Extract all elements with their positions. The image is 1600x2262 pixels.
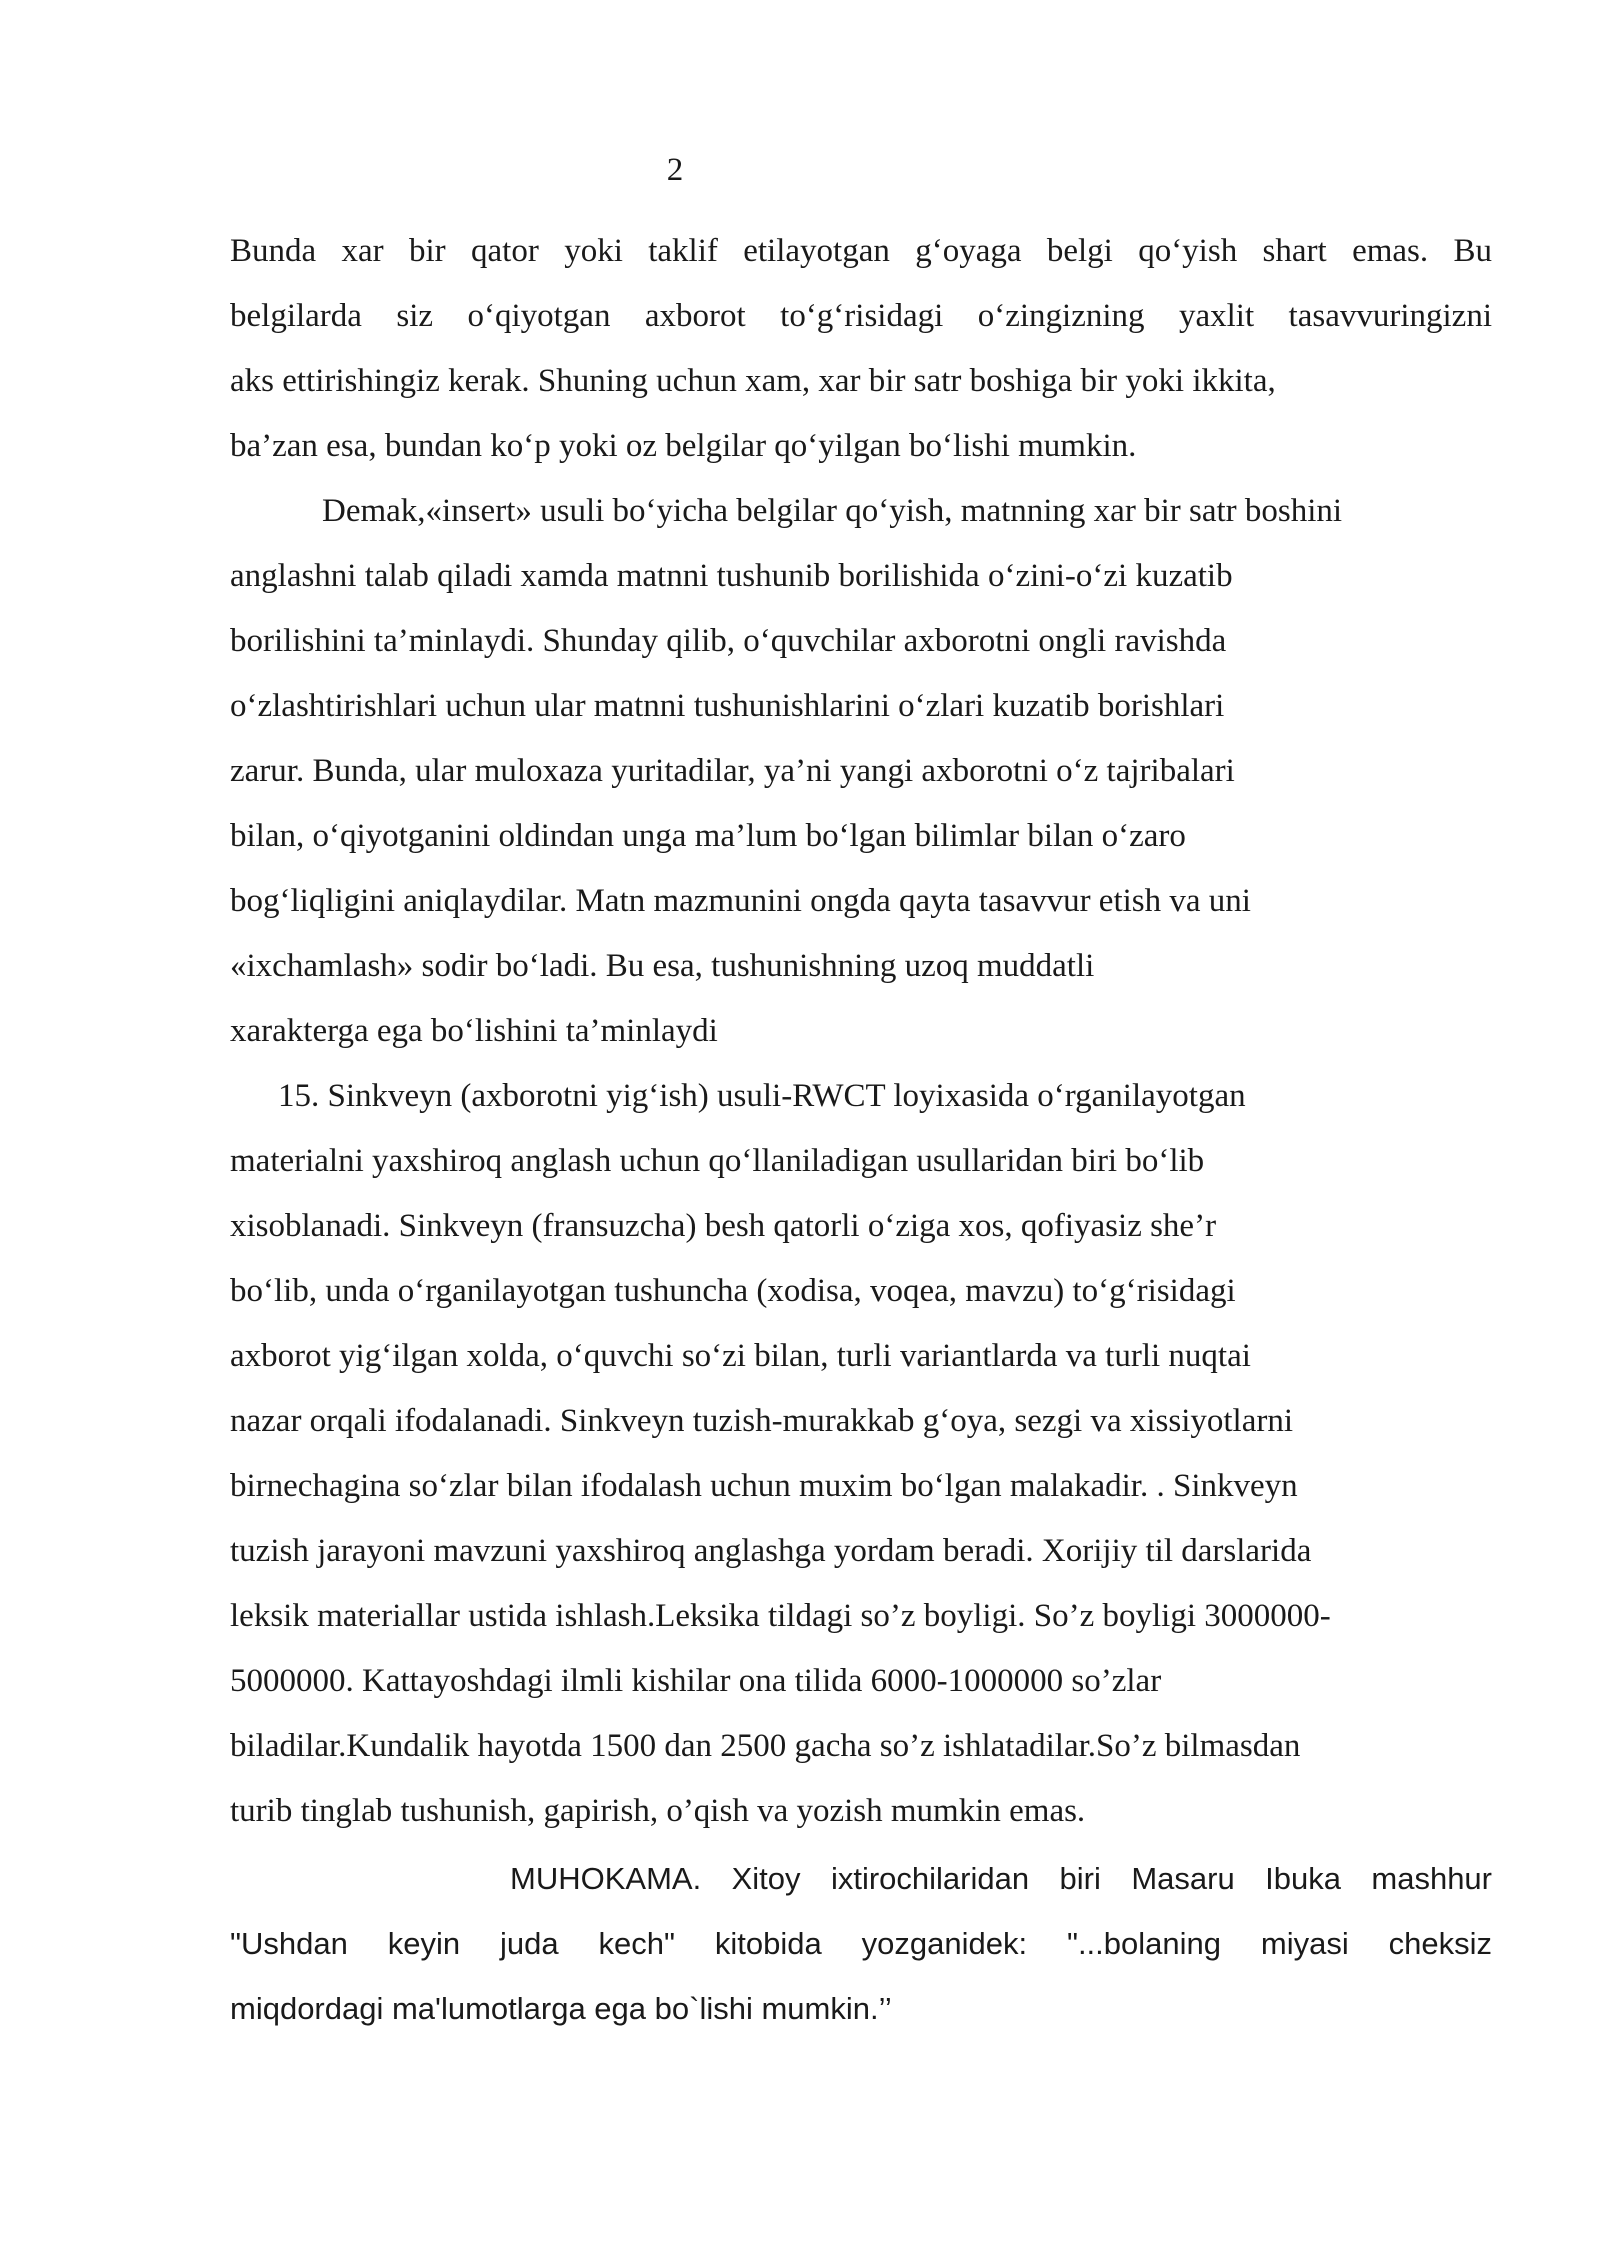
- text-line: anglashni talab qiladi xamda matnni tushunib borilishida o‘zini-o‘zi kuzatib: [230, 558, 1233, 594]
- text-line: "Ushdan keyin juda kech" kitobida yozganidek: "...bolaning miyasi cheksiz: [230, 1926, 1492, 1961]
- text-line: birnechagina so‘zlar bilan ifodalash uchun muxim bo‘lgan malakadir. . Sinkveyn: [230, 1468, 1298, 1504]
- text-line: xisoblanadi. Sinkveyn (fransuzcha) besh qatorli o‘ziga xos, qofiyasiz she’r: [230, 1208, 1217, 1244]
- text-line: materialni yaxshiroq anglash uchun qo‘llaniladigan usullaridan biri bo‘lib: [230, 1143, 1205, 1179]
- text-line: leksik materiallar ustida ishlash.Leksika tildagi so’z boyligi. So’z boyligi 3000000-: [230, 1598, 1331, 1634]
- text-line: borilishini ta’minlaydi. Shunday qilib, o‘quvchilar axborotni ongli ravishda: [230, 623, 1227, 659]
- text-line: bog‘liqligini aniqlaydilar. Matn mazmunini ongda qayta tasavvur etish va uni: [230, 883, 1251, 919]
- text-line: axborot yig‘ilgan xolda, o‘quvchi so‘zi bilan, turli variantlarda va turli nuqtai: [230, 1338, 1251, 1374]
- text-line: 15. Sinkveyn (axborotni yig‘ish) usuli-RWCT loyixasida o‘rganilayotgan: [278, 1078, 1246, 1114]
- text-line: o‘zlashtirishlari uchun ular matnni tushunishlarini o‘zlari kuzatib borishlari: [230, 688, 1225, 724]
- text-line: zarur. Bunda, ular muloxaza yuritadilar, ya’ni yangi axborotni o‘z tajribalari: [230, 753, 1235, 789]
- text-line: nazar orqali ifodalanadi. Sinkveyn tuzish-murakkab g‘oya, sezgi va xissiyotlarni: [230, 1403, 1294, 1439]
- document-body: [230, 219, 1492, 1844]
- text-line: xarakterga ega bo‘lishini ta’minlaydi: [230, 1013, 718, 1049]
- page-number: 2: [666, 152, 684, 188]
- discussion-paragraph: [230, 1846, 1492, 2041]
- text-line: Bunda xar bir qator yoki taklif etilayotgan g‘oyaga belgi qo‘yish shart emas. Bu: [230, 233, 1492, 269]
- text-line: aks ettirishingiz kerak. Shuning uchun xam, xar bir satr boshiga bir yoki ikkita,: [230, 363, 1276, 399]
- text-line: biladilar.Kundalik hayotda 1500 dan 2500 gacha so’z ishlatadilar.So’z bilmasdan: [230, 1728, 1301, 1764]
- text-line: ba’zan esa, bundan ko‘p yoki oz belgilar qo‘yilgan bo‘lishi mumkin.: [230, 428, 1137, 464]
- text-line: miqdordagi ma'lumotlarga ega bo`lishi mumkin.’’: [230, 1991, 892, 2026]
- text-line: turib tinglab tushunish, gapirish, o’qish va yozish mumkin emas.: [230, 1793, 1086, 1829]
- text-line: tuzish jarayoni mavzuni yaxshiroq anglashga yordam beradi. Xorijiy til darslarida: [230, 1533, 1312, 1569]
- text-line: bilan, o‘qiyotganini oldindan unga ma’lum bo‘lgan bilimlar bilan o‘zaro: [230, 818, 1186, 854]
- text-line: 5000000. Kattayoshdagi ilmli kishilar ona tilida 6000-1000000 so’zlar: [230, 1663, 1162, 1699]
- text-line: bo‘lib, unda o‘rganilayotgan tushuncha (xodisa, voqea, mavzu) to‘g‘risidagi: [230, 1273, 1236, 1309]
- text-line: belgilarda siz o‘qiyotgan axborot to‘g‘risidagi o‘zingizning yaxlit tasavvuringizni: [230, 298, 1492, 334]
- text-line: MUHOKAMA. Xitoy ixtirochilaridan biri Masaru Ibuka mashhur: [510, 1861, 1492, 1896]
- text-line: Demak,«insert» usuli bo‘yicha belgilar qo‘yish, matnning xar bir satr boshini: [322, 493, 1343, 529]
- text-line: «ixchamlash» sodir bo‘ladi. Bu esa, tushunishning uzoq muddatli: [230, 948, 1095, 984]
